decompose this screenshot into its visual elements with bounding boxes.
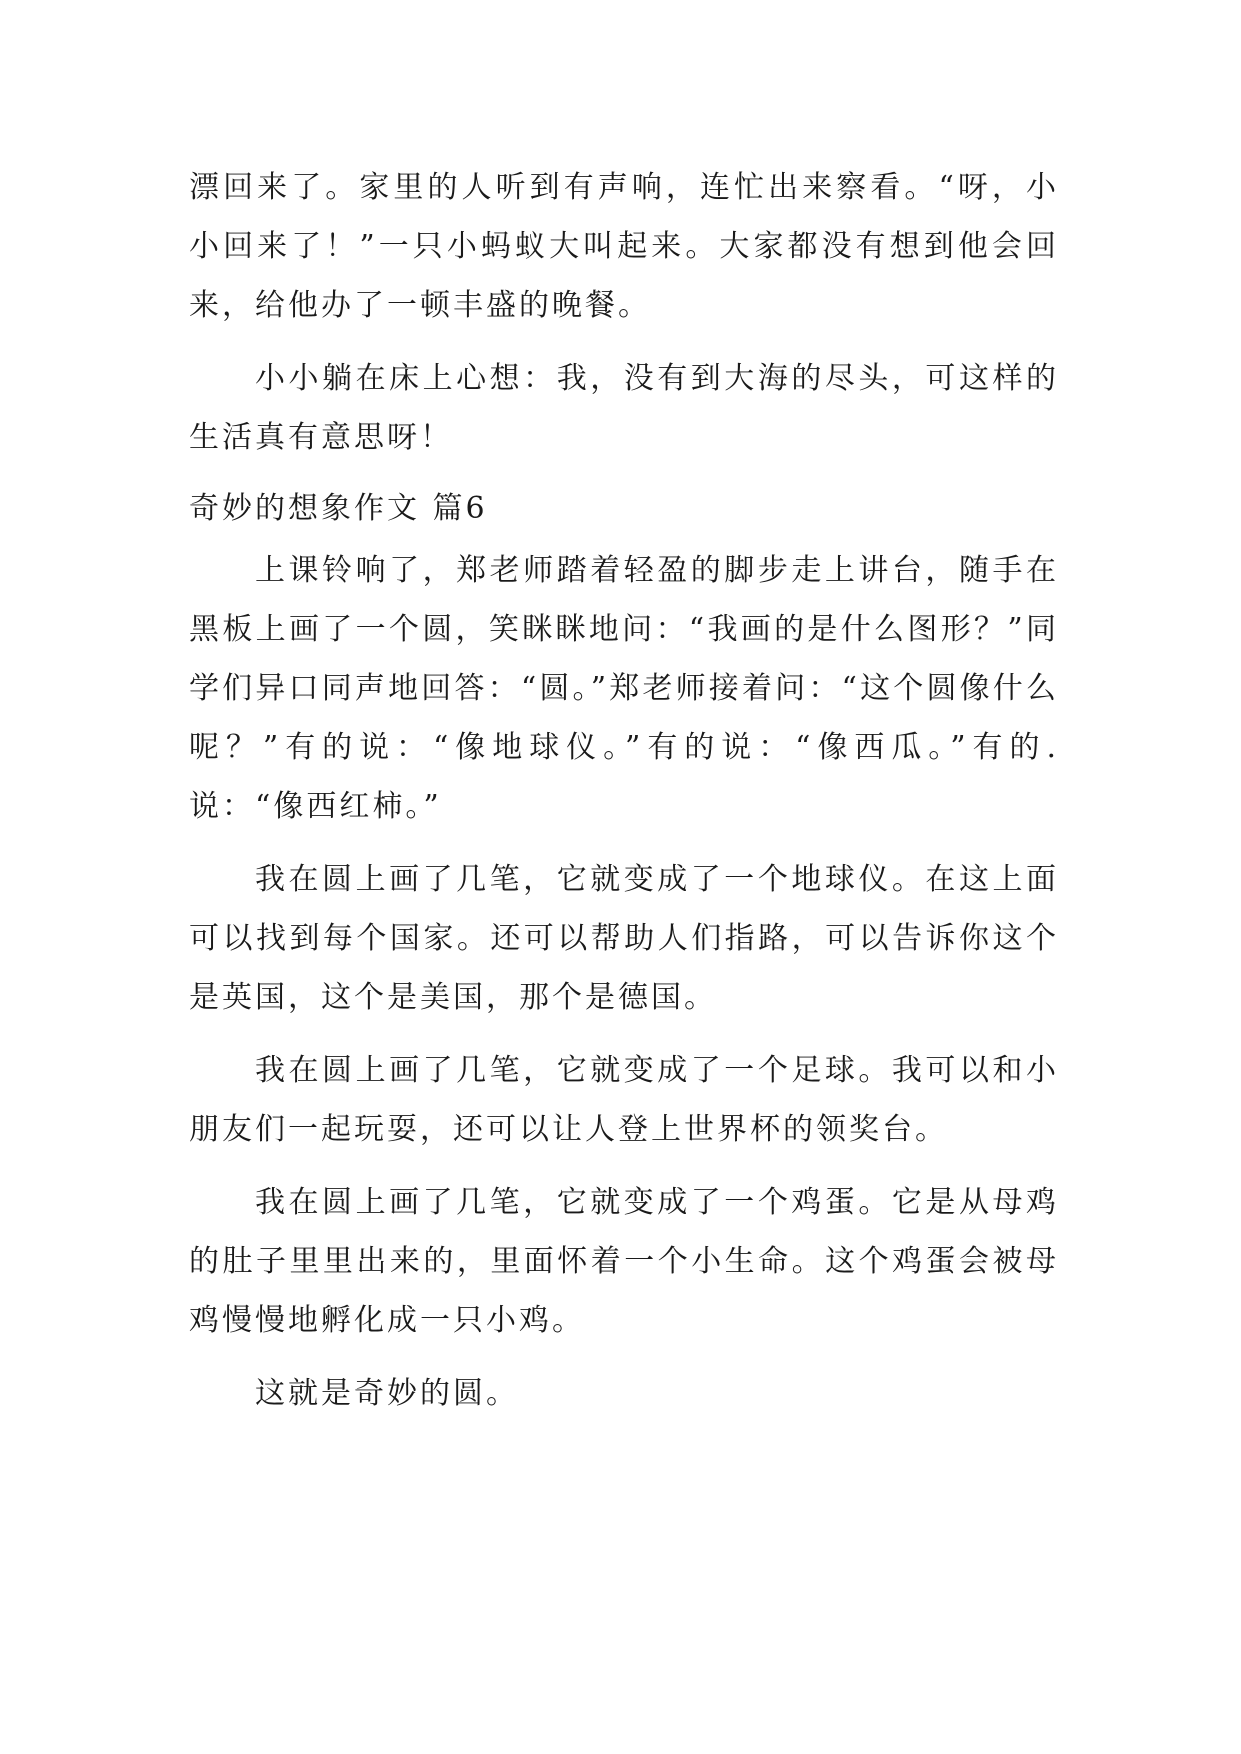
paragraph: 我在圆上画了几笔，它就变成了一个鸡蛋。它是从母鸡的肚子里里出来的，里面怀着一个小生命。这个鸡蛋会被母鸡慢慢地孵化成一只小鸡。 — [189, 1185, 1059, 1338]
paragraph: 上课铃响了，郑老师踏着轻盈的脚步走上讲台，随手在黑板上画了一个圆，笑眯眯地问：“我画的是什么图形？”同学们异口同声地回答：“圆。”郑老师接着问：“这个圆像什么呢？”有的说：“像地球仪。”有的说：“像西瓜。”有的.说：“像西红柿。” — [189, 553, 1059, 824]
paragraph: 漂回来了。家里的人听到有声响，连忙出来察看。“呀，小小回来了！”一只小蚂蚁大叫起来。大家都没有想到他会回来，给他办了一顿丰盛的晚餐。 — [189, 170, 1059, 323]
section-title: 奇妙的想象作文 篇6 — [189, 491, 488, 526]
paragraph: 这就是奇妙的圆。 — [255, 1376, 519, 1411]
document-page — [189, 158, 1059, 1437]
paragraph: 小小躺在床上心想：我，没有到大海的尽头，可这样的生活真有意思呀！ — [189, 361, 1059, 455]
paragraph: 我在圆上画了几笔，它就变成了一个地球仪。在这上面可以找到每个国家。还可以帮助人们指路，可以告诉你这个是英国，这个是美国，那个是德国。 — [189, 862, 1059, 1015]
paragraph: 我在圆上画了几笔，它就变成了一个足球。我可以和小朋友们一起玩耍，还可以让人登上世界杯的领奖台。 — [189, 1053, 1059, 1147]
